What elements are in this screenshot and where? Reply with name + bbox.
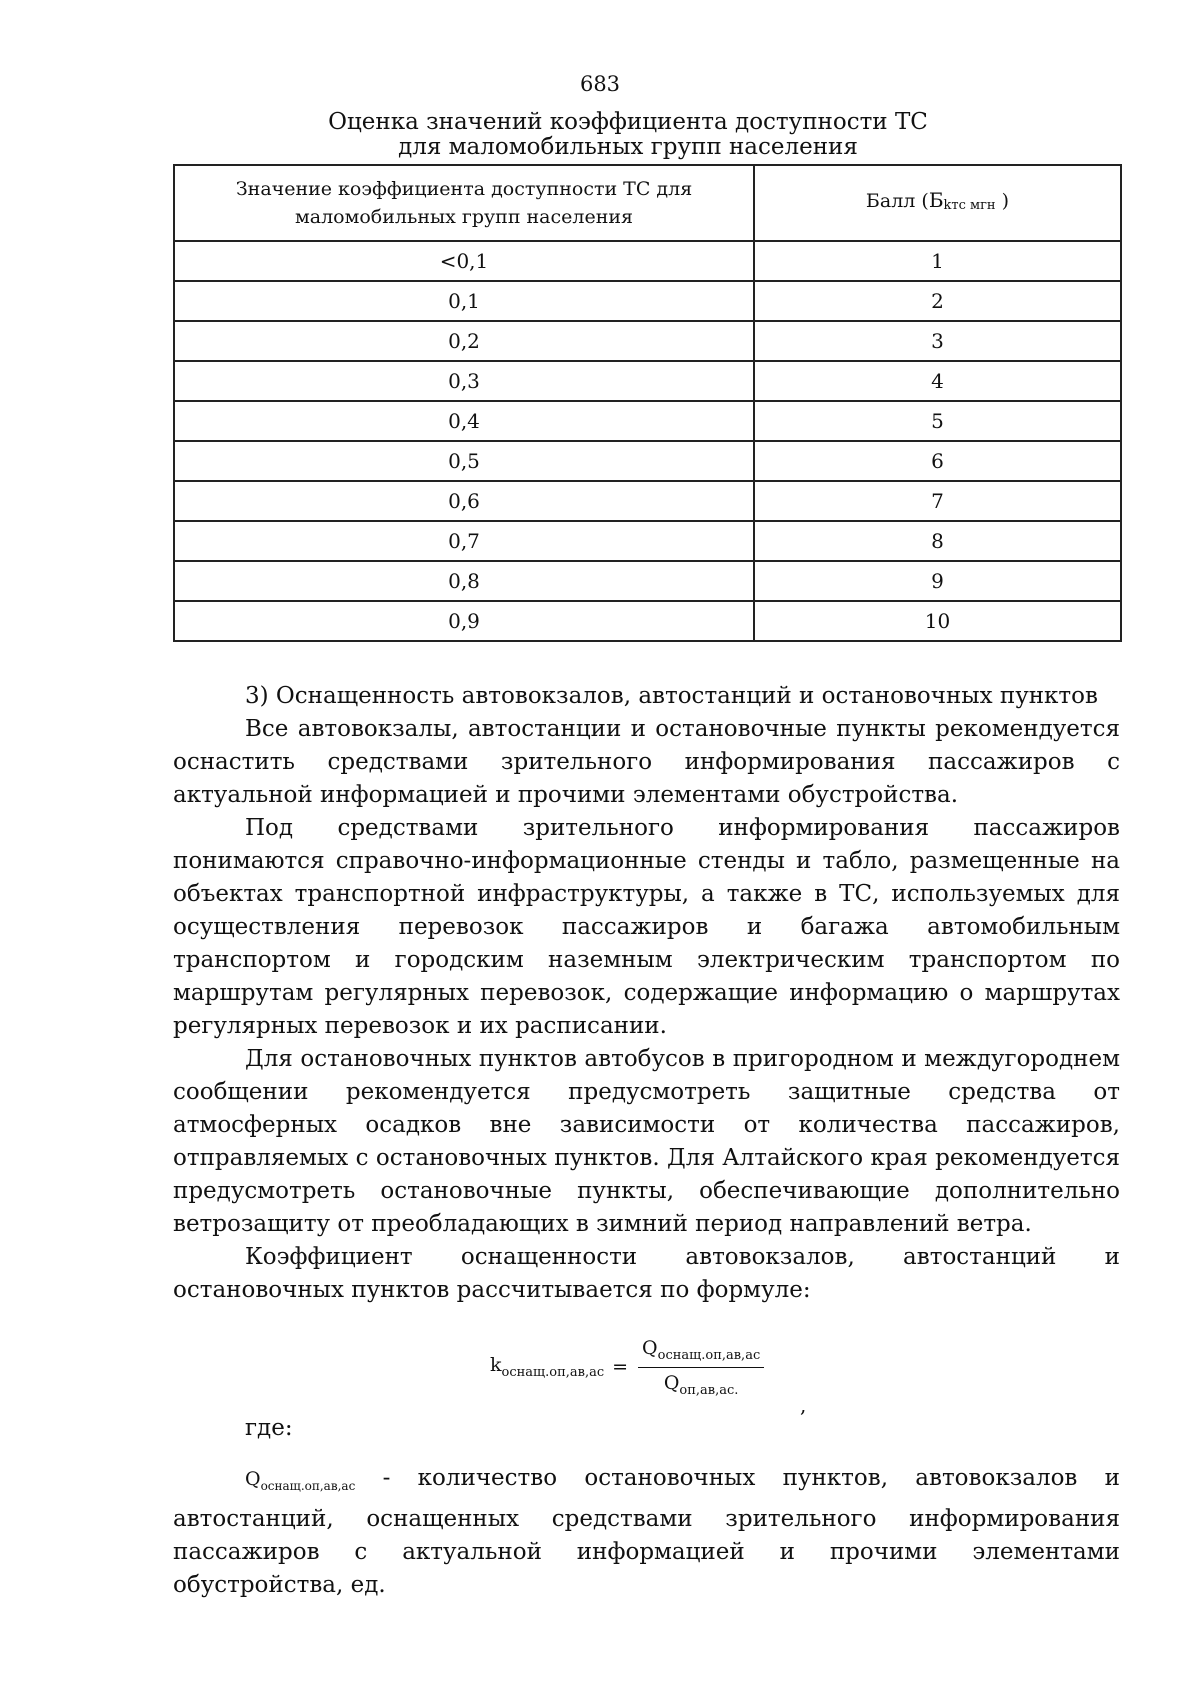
score-cell: 8 (754, 521, 1121, 561)
table-row (174, 321, 1121, 361)
formula-equals: = (612, 1356, 629, 1379)
paragraph-3: Для остановочных пунктов автобусов в пригородном и междугороднем сообщении рекомендуется предусмотреть защитные средства от атмосферных осадков вне зависимости от количества пассажиров, отправляемых с остановочных пунктов. Для Алтайского края рекомендуется предусмотреть остановочные пункты, обеспечивающие дополнительно ветрозащиту от преобладающих в зимний период направлений ветра. (173, 1046, 1120, 1237)
score-symbol-subscript: kтс мгн (943, 198, 996, 213)
table-row (174, 601, 1121, 641)
definition-symbol-subscript: оснащ.оп,ав,ас (260, 1478, 356, 1493)
formula-fraction (638, 1337, 764, 1398)
score-cell: 10 (754, 601, 1121, 641)
score-cell: 6 (754, 441, 1121, 481)
table-row (174, 561, 1121, 601)
formula-comma: , (800, 1393, 807, 1417)
score-cell: 5 (754, 401, 1121, 441)
table-title (160, 110, 1096, 160)
paragraph-4: Коэффициент оснащенности автовокзалов, автостанций и остановочных пунктов рассчитывается по формуле: (173, 1244, 1120, 1303)
table-title-line1: Оценка значений коэффициента доступности ТС (328, 109, 928, 135)
table-row (174, 241, 1121, 281)
coefficient-value-cell: 0,5 (174, 441, 754, 481)
coefficient-value-cell: 0,6 (174, 481, 754, 521)
table-row (174, 281, 1121, 321)
formula-numerator (638, 1337, 764, 1368)
body-text (173, 680, 1120, 1307)
formula-numerator-subscript: оснащ.оп,ав,ас (657, 1347, 761, 1363)
formula-lhs (490, 1354, 604, 1380)
score-symbol-letter: Б (928, 188, 944, 212)
score-table (173, 164, 1122, 642)
formula-lhs-subscript: оснащ.оп,ав,ас (501, 1365, 605, 1381)
score-symbol (929, 188, 996, 212)
section-heading: 3) Оснащенность автовокзалов, автостанций и остановочных пунктов (245, 683, 1098, 709)
score-cell: 2 (754, 281, 1121, 321)
header-score-suffix: ) (1001, 190, 1010, 212)
definition-symbol (245, 1468, 356, 1493)
definition-text: - количество остановочных пунктов, автовокзалов и автостанций, оснащенных средствами зрительного информирования пассажиров с актуальной информацией и прочими элементами обустройства, ед. (173, 1465, 1120, 1598)
table-row (174, 521, 1121, 561)
where-label: где: (245, 1415, 293, 1441)
formula-denominator-symbol: Q (663, 1371, 680, 1394)
definition-symbol-letter: Q (245, 1468, 261, 1490)
coefficient-value-cell: 0,8 (174, 561, 754, 601)
coefficient-value-cell: 0,1 (174, 281, 754, 321)
score-cell: 7 (754, 481, 1121, 521)
formula-denominator-subscript: оп,ав,ас. (679, 1382, 739, 1398)
header-score-prefix: Балл ( (865, 190, 929, 212)
coefficient-value-cell: 0,2 (174, 321, 754, 361)
table-header-row (174, 165, 1121, 241)
table-body (174, 241, 1121, 641)
formula-lhs-symbol: k (490, 1354, 502, 1377)
table-row (174, 481, 1121, 521)
score-cell: 9 (754, 561, 1121, 601)
table-title-line2: для маломобильных групп населения (398, 134, 858, 160)
paragraph-1: Все автовокзалы, автостанции и остановочные пункты рекомендуется оснастить средствами зрительного информирования пассажиров с актуальной информацией и прочими элементами обустройства. (173, 716, 1120, 808)
coefficient-value-cell: 0,9 (174, 601, 754, 641)
score-cell: 1 (754, 241, 1121, 281)
coefficient-value-cell: 0,3 (174, 361, 754, 401)
header-score (754, 165, 1121, 241)
header-coefficient-value: Значение коэффициента доступности ТС для маломобильных групп населения (174, 165, 754, 241)
table-row (174, 361, 1121, 401)
formula-numerator-symbol: Q (642, 1337, 658, 1359)
coefficient-value-cell: 0,7 (174, 521, 754, 561)
page-number: 683 (579, 72, 621, 96)
formula-denominator (664, 1368, 739, 1398)
coefficient-value-cell: 0,4 (174, 401, 754, 441)
table-row (174, 441, 1121, 481)
definition (173, 1462, 1120, 1602)
score-cell: 4 (754, 361, 1121, 401)
coefficient-value-cell: <0,1 (174, 241, 754, 281)
paragraph-2: Под средствами зрительного информирования пассажиров понимаются справочно-информационные стенды и табло, размещенные на объектах транспортной инфраструктуры, а также в ТС, используемых для осуществления перевозок пассажиров и багажа автомобильным транспортом и городским наземным электрическим транспортом по маршрутам регулярных перевозок, содержащие информацию о маршрутах регулярных перевозок и их расписании. (173, 815, 1120, 1039)
score-cell: 3 (754, 321, 1121, 361)
formula (490, 1337, 764, 1398)
table-row (174, 401, 1121, 441)
